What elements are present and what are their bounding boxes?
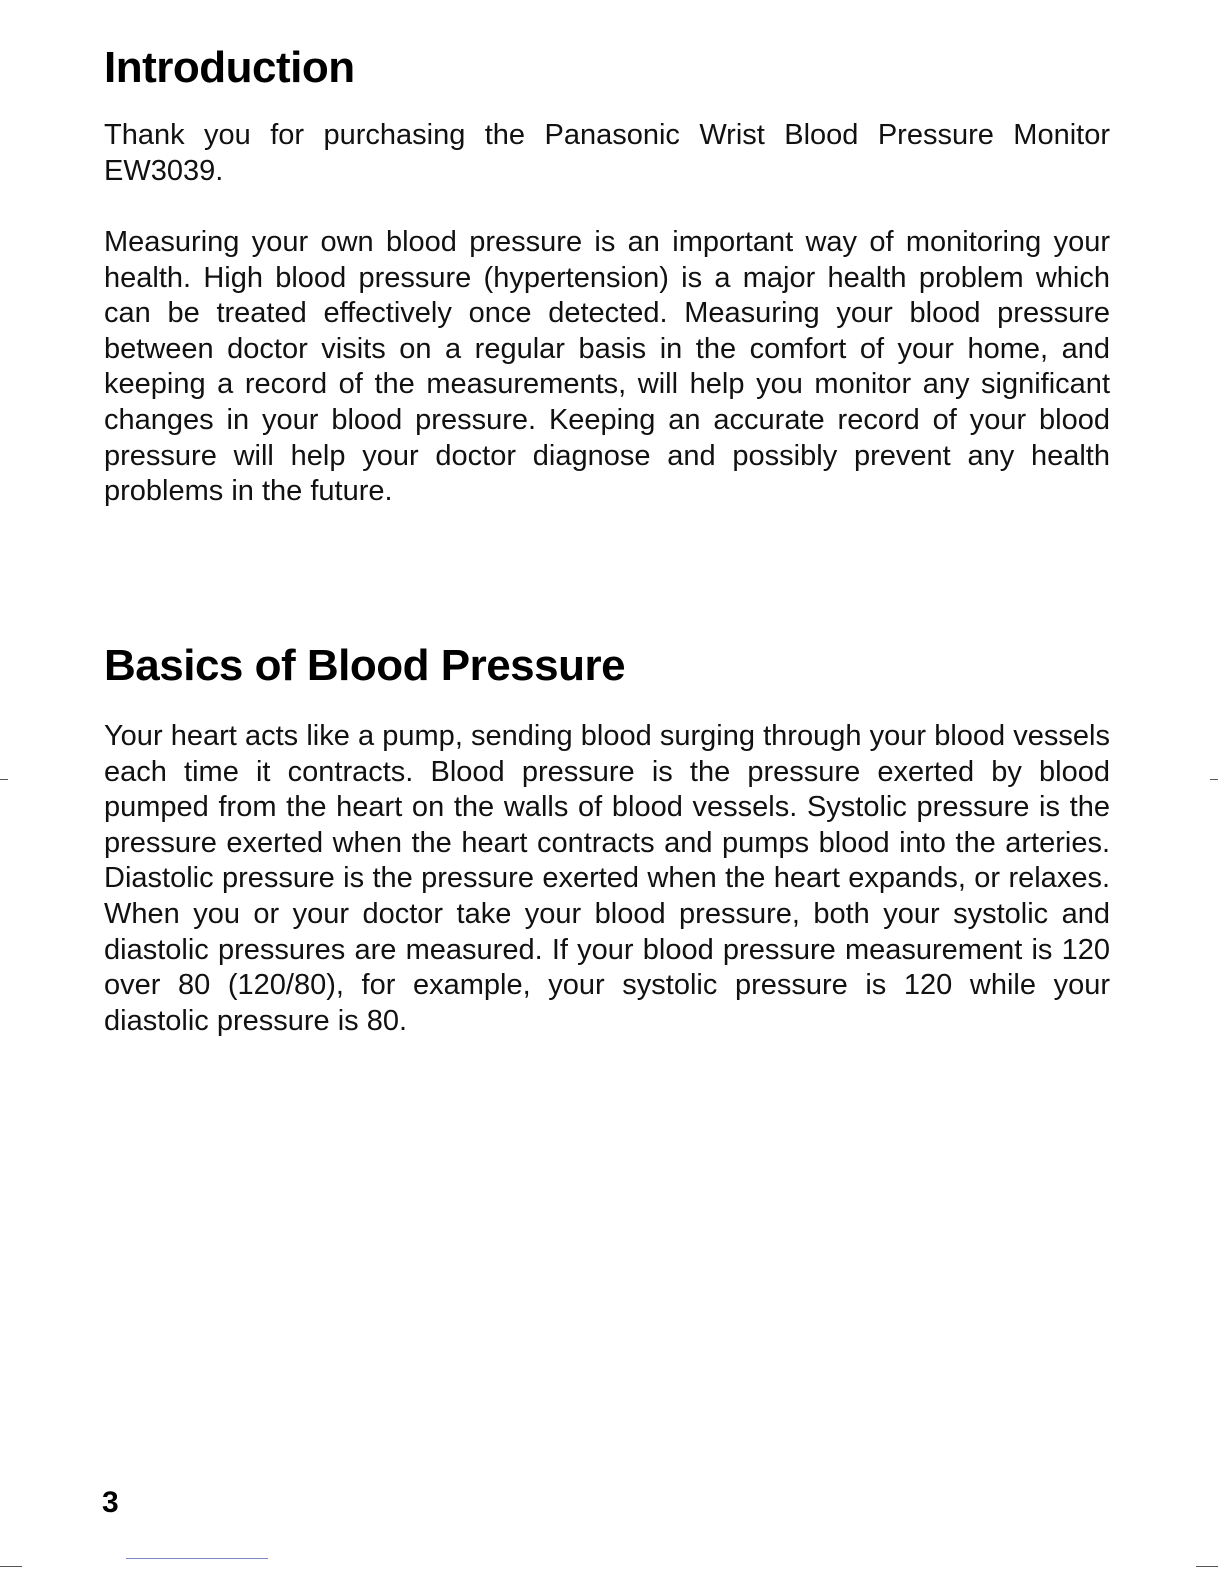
page-number: 3 (102, 1486, 119, 1519)
introduction-paragraph-thanks: Thank you for purchasing the Panasonic Wrist Blood Pressure Monitor EW3039. (104, 119, 1110, 187)
crop-mark-right (1210, 779, 1218, 780)
crop-mark-left (0, 779, 8, 780)
basics-heading: Basics of Blood Pressure (104, 641, 626, 690)
introduction-heading: Introduction (104, 43, 355, 92)
crop-mark-bottom-left (0, 1566, 22, 1567)
introduction-paragraph-measuring: Measuring your own blood pressure is an important way of monitoring your health. High blood pressure (hypertension) is a major health problem which can be treated effectively once detected. Measuring your blood pressure between doctor visits on a regular basis in the comfort of your home, and keeping a record of the measurements, will help you monitor any significant changes in your blood pressure. Keeping an accurate record of your blood pressure will help your doctor diagnose and possibly prevent any health problems in the future. (104, 226, 1110, 508)
crop-mark-bottom-right (1196, 1566, 1218, 1567)
bottom-divider-line (126, 1558, 268, 1559)
basics-paragraph: Your heart acts like a pump, sending blood surging through your blood vessels each time it contracts. Blood pressure is the pressure exerted by blood pumped from the heart on the walls of blood vessels. Systolic pressure is the pressure exerted when the heart contracts and pumps blood into the arteries. Diastolic pressure is the pressure exerted when the heart expands, or relaxes. When you or your doctor take your blood pressure, both your systolic and diastolic pressures are measured. If your blood pressure measurement is 120 over 80 (120/80), for example, your systolic pressure is 120 while your diastolic pressure is 80. (104, 720, 1110, 1037)
